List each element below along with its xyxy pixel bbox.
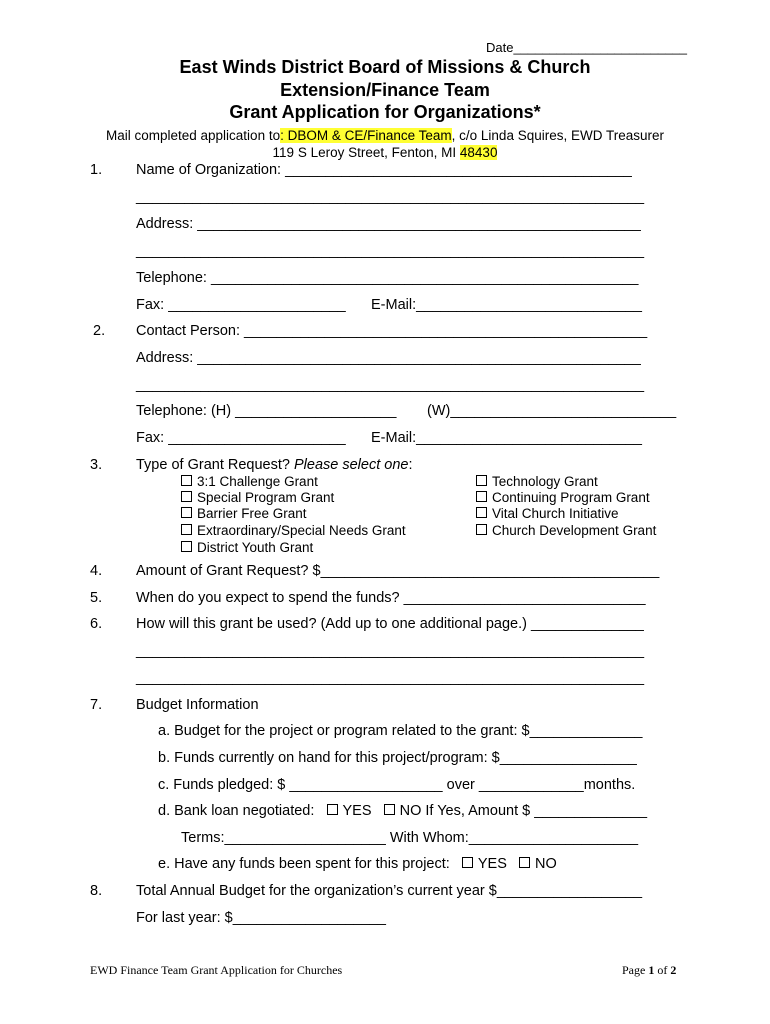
bank-loan-label: d. Bank loan negotiated: <box>158 803 315 819</box>
spend-date-field[interactable]: When do you expect to spend the funds? ______________________________ <box>136 590 646 606</box>
budget-info-heading: Budget Information <box>136 697 259 713</box>
option-district-youth-grant[interactable] <box>181 540 313 555</box>
option-3-1-challenge-grant[interactable] <box>181 474 318 489</box>
mail-recipient-highlight: : DBOM & CE/Finance Team <box>280 128 452 143</box>
option-special-program-grant[interactable] <box>181 490 334 505</box>
grant-type-label-text: Type of Grant Request? <box>136 457 294 473</box>
mail-address <box>0 145 770 160</box>
checkbox-icon[interactable] <box>181 541 192 552</box>
grant-type-label <box>136 457 412 473</box>
date-field[interactable]: Date________________________ <box>486 40 687 55</box>
org-telephone-field[interactable]: Telephone: _____________________________________________________ <box>136 270 639 286</box>
bank-loan-amount-field[interactable]: NO If Yes, Amount $ ______________ <box>399 803 648 819</box>
page-total: 2 <box>670 963 677 977</box>
funds-spent-no-label: NO <box>535 856 557 872</box>
project-budget-field[interactable]: a. Budget for the project or program related to the grant: $______________ <box>158 723 643 739</box>
org-address-line-2[interactable]: _______________________________________________________________ <box>136 243 645 259</box>
loan-terms-field[interactable]: Terms:____________________ With Whom:_____________________ <box>181 830 639 846</box>
grant-type-instruction: Please select one <box>293 457 409 473</box>
grant-amount-field[interactable]: Amount of Grant Request? $__________________________________________ <box>136 563 660 579</box>
org-email-field[interactable]: E-Mail:____________________________ <box>371 297 642 313</box>
grant-type-colon: : <box>408 457 413 473</box>
grant-usage-line-3[interactable]: _______________________________________________________________ <box>136 670 645 686</box>
funds-spent-no-checkbox[interactable] <box>519 857 530 868</box>
option-label: Continuing Program Grant <box>492 490 650 505</box>
title-line-3: Grant Application for Organizations* <box>229 102 541 122</box>
checkbox-icon[interactable] <box>181 475 192 486</box>
checkbox-icon[interactable] <box>476 507 487 518</box>
mail-zip: 48430 <box>459 145 498 160</box>
page-number <box>622 963 676 978</box>
grant-usage-line-2[interactable]: _______________________________________________________________ <box>136 643 645 659</box>
contact-telephone-home-field[interactable]: Telephone: (H) ____________________ <box>136 403 397 419</box>
q5-number: 5. <box>90 590 103 606</box>
q7-number: 7. <box>90 697 103 713</box>
contact-fax-field[interactable]: Fax: ______________________ <box>136 430 346 446</box>
funds-spent-row <box>158 856 557 872</box>
funds-on-hand-field[interactable]: b. Funds currently on hand for this project/program: $_________________ <box>158 750 637 766</box>
option-church-development-grant[interactable] <box>476 523 656 538</box>
q8-number: 8. <box>90 883 103 899</box>
checkbox-icon[interactable] <box>476 491 487 502</box>
mail-instructions <box>0 128 770 143</box>
mail-prefix: Mail completed application to <box>105 128 281 143</box>
org-name-line-2[interactable]: _______________________________________________________________ <box>136 189 645 205</box>
org-name-field[interactable]: Name of Organization: ___________________________________________ <box>136 162 632 178</box>
mail-street: 119 S Leroy Street, Fenton, MI <box>272 145 460 160</box>
option-barrier-free-grant[interactable] <box>181 506 307 521</box>
page-current: 1 <box>648 963 655 977</box>
annual-budget-last-year-field[interactable]: For last year: $___________________ <box>136 910 386 926</box>
annual-budget-current-field[interactable]: Total Annual Budget for the organization’s current year $__________________ <box>136 883 643 899</box>
checkbox-icon[interactable] <box>181 507 192 518</box>
q6-number: 6. <box>90 616 103 632</box>
checkbox-icon[interactable] <box>476 524 487 535</box>
bank-loan-yes-label: YES <box>342 803 372 819</box>
q1-number: 1. <box>90 162 103 178</box>
contact-address-line-2[interactable]: _______________________________________________________________ <box>136 377 645 393</box>
funds-spent-yes-checkbox[interactable] <box>462 857 473 868</box>
bank-loan-yes-checkbox[interactable] <box>327 804 338 815</box>
org-address-field[interactable]: Address: _______________________________________________________ <box>136 216 641 232</box>
option-label: Extraordinary/Special Needs Grant <box>197 523 406 538</box>
org-fax-field[interactable]: Fax: ______________________ <box>136 297 346 313</box>
bank-loan-row <box>158 803 647 819</box>
mail-suffix: , c/o Linda Squires, EWD Treasurer <box>451 128 664 143</box>
q3-number: 3. <box>90 457 103 473</box>
contact-email-field[interactable]: E-Mail:____________________________ <box>371 430 642 446</box>
title-line-1: East Winds District Board of Missions & Church <box>179 57 591 77</box>
funds-spent-yes-label: YES <box>477 856 507 872</box>
bank-loan-no-checkbox[interactable] <box>384 804 395 815</box>
page-word: Page <box>622 963 649 977</box>
option-technology-grant[interactable] <box>476 474 598 489</box>
grant-usage-field[interactable]: How will this grant be used? (Add up to one additional page.) ______________ <box>136 616 644 632</box>
option-label: Technology Grant <box>492 474 598 489</box>
option-label: Church Development Grant <box>492 523 657 538</box>
checkbox-icon[interactable] <box>181 491 192 502</box>
option-label: Barrier Free Grant <box>197 506 307 521</box>
contact-address-field[interactable]: Address: _______________________________________________________ <box>136 350 641 366</box>
option-label: Vital Church Initiative <box>492 506 619 521</box>
option-extraordinary-special-needs-grant[interactable] <box>181 523 406 538</box>
title-line-2: Extension/Finance Team <box>280 80 490 100</box>
option-label: Special Program Grant <box>197 490 335 505</box>
contact-telephone-work-field[interactable]: (W)____________________________ <box>427 403 677 419</box>
q4-number: 4. <box>90 563 103 579</box>
option-continuing-program-grant[interactable] <box>476 490 650 505</box>
q2-number: 2. <box>93 323 106 339</box>
option-vital-church-initiative[interactable] <box>476 506 619 521</box>
contact-person-field[interactable]: Contact Person: __________________________________________________ <box>136 323 648 339</box>
option-label: 3:1 Challenge Grant <box>197 474 318 489</box>
funds-spent-label: e. Have any funds been spent for this project: <box>158 856 450 872</box>
footer-title: EWD Finance Team Grant Application for Churches <box>90 963 343 977</box>
option-label: District Youth Grant <box>197 540 314 555</box>
page-of-word: of <box>654 963 671 977</box>
checkbox-icon[interactable] <box>476 475 487 486</box>
checkbox-icon[interactable] <box>181 524 192 535</box>
funds-pledged-field[interactable]: c. Funds pledged: $ ___________________ over _____________months. <box>158 777 636 793</box>
